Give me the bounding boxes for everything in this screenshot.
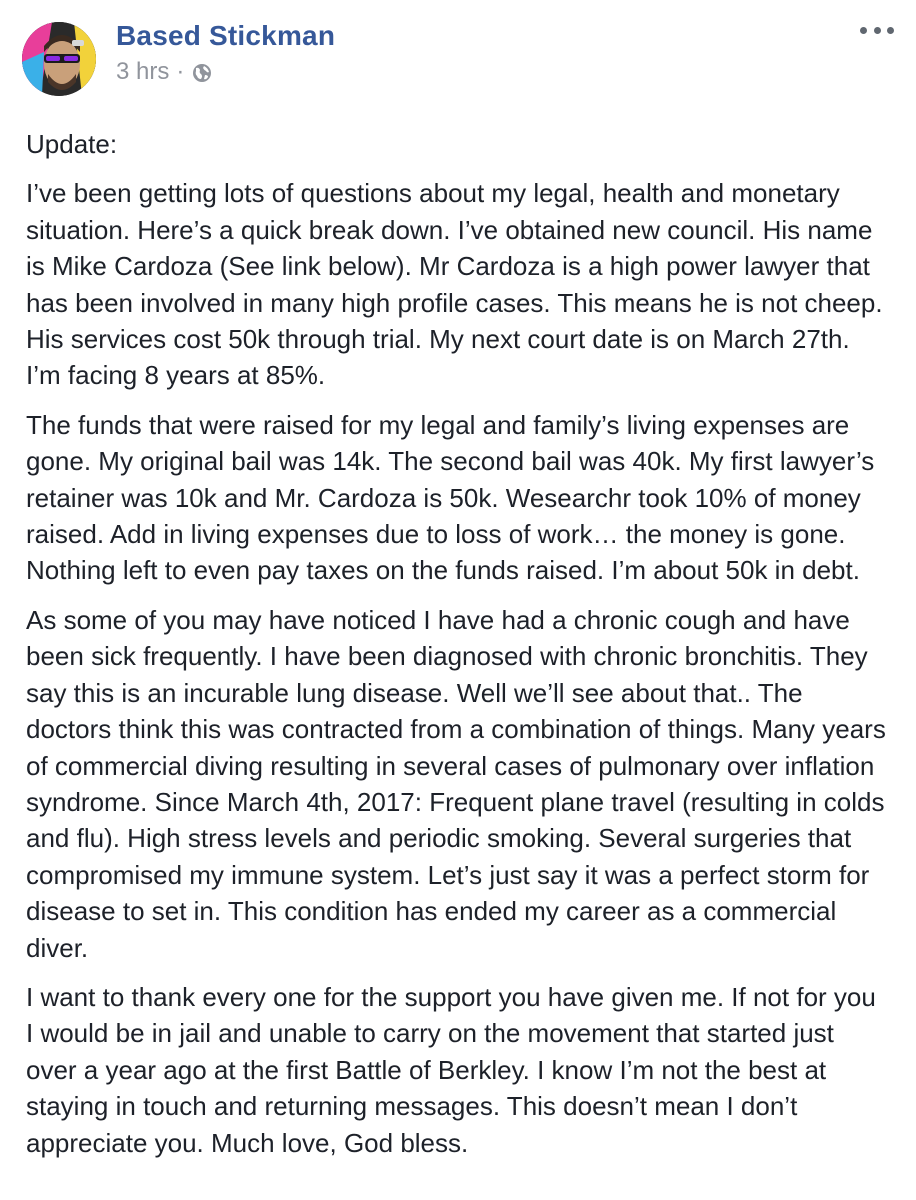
post-paragraph: Update: xyxy=(26,129,118,159)
post-body xyxy=(26,126,890,1161)
more-dot xyxy=(860,27,867,34)
post-paragraph: I want to thank every one for the support you have given me. If not for you I would be in jail and unable to carry on the movement that started just over a year ago at the first Battle of Berkley. I know I’m not the best at staying in touch and returning messages. This doesn’t mean I don’t appreciate you. Much love, God bless. xyxy=(26,981,876,1158)
more-options-icon[interactable] xyxy=(860,20,894,40)
more-dot xyxy=(887,27,894,34)
globe-icon[interactable] xyxy=(192,62,212,82)
avatar[interactable] xyxy=(22,22,96,96)
post-paragraph: I’ve been getting lots of questions about my legal, health and monetary situation. Here’s a quick break down. I’ve obtained new council. His name is Mike Cardoza (See link below). Mr Cardoza is a high power lawyer that has been involved in many high profile cases. This means he is not cheep. His services cost 50k through trial. My next court date is on March 27th. I’m facing 8 years at 85%. xyxy=(26,178,883,391)
post-header xyxy=(26,14,890,98)
post-meta xyxy=(116,14,335,86)
profile-avatar-illustration xyxy=(22,22,96,96)
author-name[interactable]: Based Stickman xyxy=(116,20,336,51)
post-paragraph: The funds that were raised for my legal and family’s living expenses are gone. My original bail was 14k. The second bail was 40k. My first lawyer’s retainer was 10k and Mr. Cardoza is 50k. Wesearchr took 10% of money raised. Add in living expenses due to loss of work… the money is gone. Nothing left to even pay taxes on the funds raised. I’m about 50k in debt. xyxy=(26,409,875,586)
post-subline xyxy=(116,58,335,86)
more-dot xyxy=(874,27,881,34)
post-paragraph: As some of you may have noticed I have had a chronic cough and have been sick frequently. I have been diagnosed with chronic bronchitis. They say this is an incurable lung disease. Well we’ll see about that.. The doctors think this was contracted from a combination of things. Many years of commercial diving resulting in several cases of pulmonary over inflation syndrome. Since March 4th, 2017: Frequent plane travel (resulting in colds and flu). High stress levels and periodic smoking. Several surgeries that compromised my immune system. Let’s just say it was a perfect storm for disease to set in. This condition has ended my career as a commercial diver. xyxy=(26,604,886,963)
separator-dot: · xyxy=(176,58,185,85)
timestamp[interactable]: 3 hrs xyxy=(116,58,170,85)
